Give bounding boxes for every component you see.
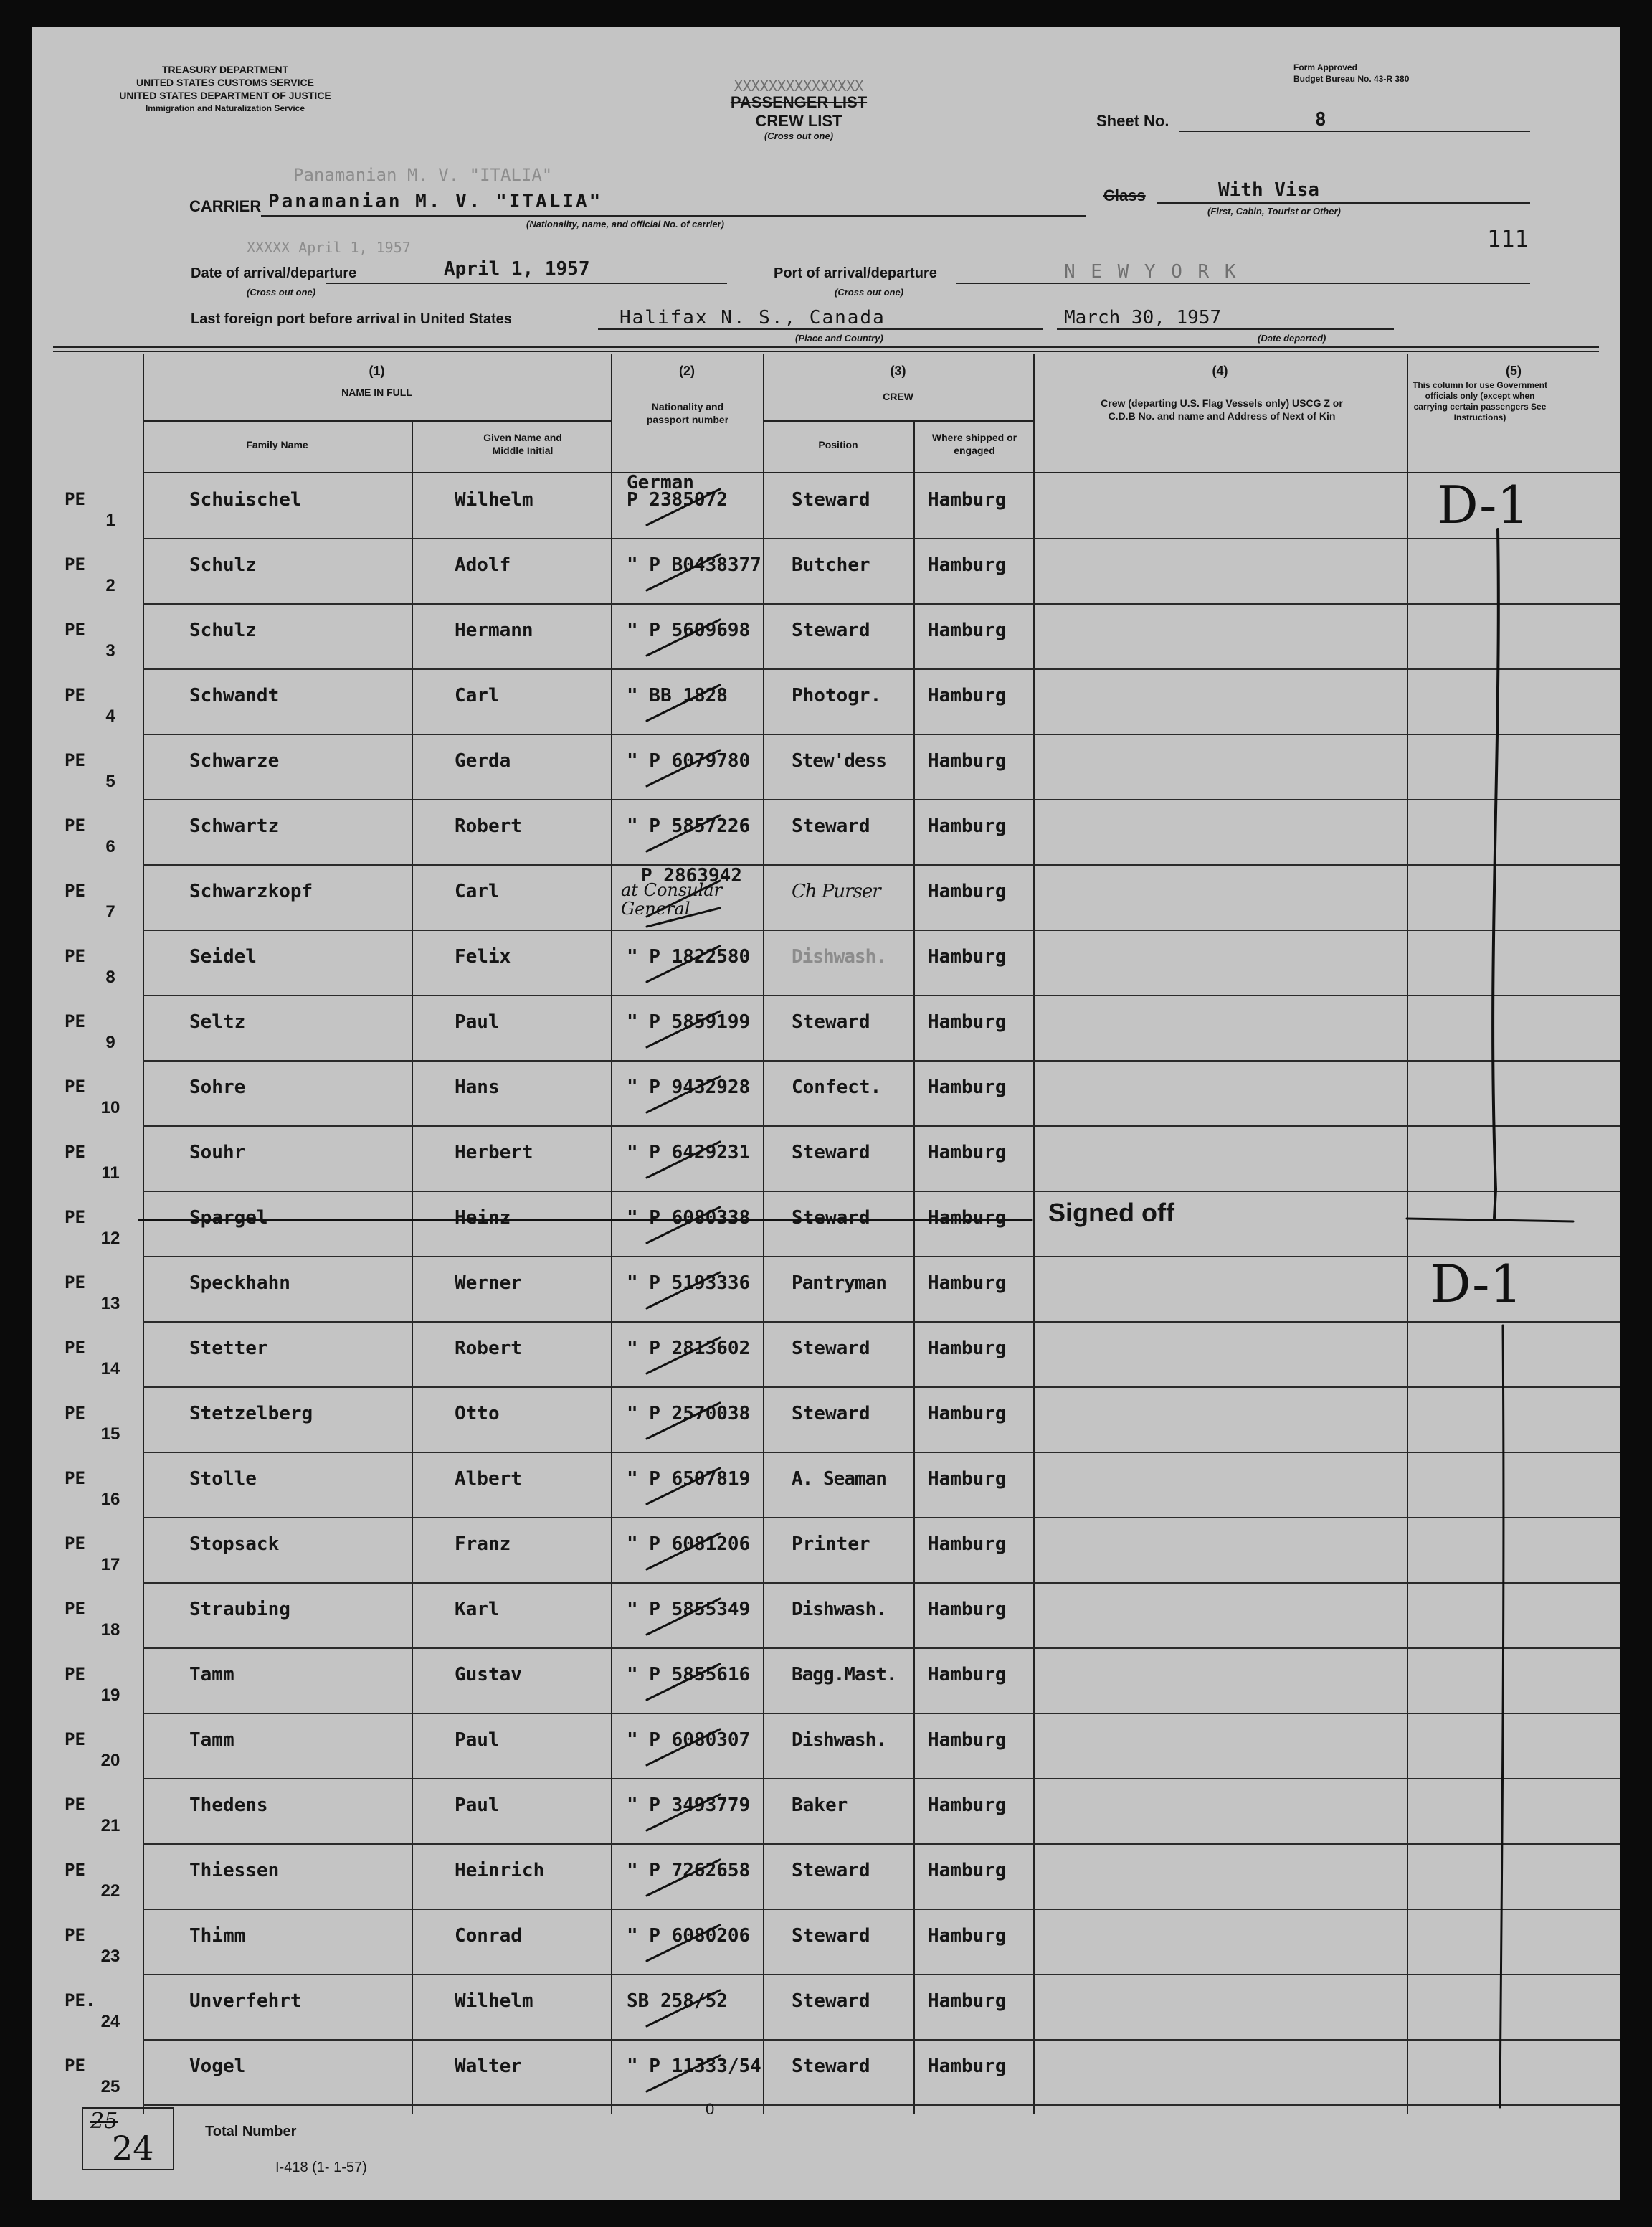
given-name-cell: Franz <box>455 1533 511 1555</box>
family-name-cell: Schuischel <box>189 489 302 511</box>
given-name-cell: Otto <box>455 1403 500 1424</box>
given-name-cell: Heinz <box>455 1207 511 1229</box>
row-prefix: PE <box>65 1599 85 1619</box>
passport-cell: " P 1822580 <box>627 946 751 968</box>
carrier-ghost: Panamanian M. V. "ITALIA" <box>293 165 553 185</box>
row-number: 4 <box>105 706 115 726</box>
passport-cell: " P 6081206 <box>627 1533 751 1555</box>
row-prefix: PE <box>65 1664 85 1684</box>
last-port-label: Last foreign port before arrival in United States <box>191 311 512 327</box>
family-name-cell: Straubing <box>189 1599 290 1620</box>
row-prefix: PE <box>65 1925 85 1945</box>
handwriting-layer <box>32 27 1620 2200</box>
passport-check-stroke <box>647 685 720 721</box>
position-cell: Stew'dess <box>792 750 886 772</box>
passport-cell: " BB 1828 <box>627 685 728 706</box>
family-name-cell: Thimm <box>189 1925 246 1947</box>
shipped-where-cell: Hamburg <box>928 1990 1007 2012</box>
family-name-cell: Schwartz <box>189 815 280 837</box>
family-header: Family Name <box>246 439 308 450</box>
position-cell: Dishwash. <box>792 1729 886 1751</box>
col1-number: (1) <box>369 364 385 378</box>
passport-cell: " P 5857226 <box>627 815 751 837</box>
row-prefix: PE <box>65 1338 85 1358</box>
family-name-cell: Stolle <box>189 1468 257 1490</box>
position-cell: Steward <box>792 1925 870 1947</box>
given-name-cell: Heinrich <box>455 1860 545 1881</box>
given-name-cell: Robert <box>455 1338 522 1359</box>
row-number: 14 <box>100 1359 120 1379</box>
row-prefix: PE <box>65 946 85 966</box>
family-name-cell: Seltz <box>189 1011 246 1033</box>
row-prefix: PE <box>65 685 85 705</box>
passport-cell: P 2863942 <box>641 865 742 886</box>
passport-check-stroke <box>647 1207 720 1243</box>
family-name-cell: Thiessen <box>189 1860 280 1881</box>
shipped-where-cell: Hamburg <box>928 620 1007 641</box>
family-name-cell: Schulz <box>189 554 257 576</box>
passport-cell: " P 11333/54 <box>627 2056 761 2077</box>
row-prefix: PE <box>65 1860 85 1880</box>
passport-cell: " P B0438377 <box>627 554 761 576</box>
given-name-cell: Paul <box>455 1011 500 1033</box>
family-name-cell: Thedens <box>189 1795 268 1816</box>
row-number: 7 <box>105 902 115 922</box>
family-name-cell: Sohre <box>189 1077 246 1098</box>
row-number: 17 <box>100 1555 120 1574</box>
carrier-value: Panamanian M. V. "ITALIA" <box>268 191 603 212</box>
passport-check-stroke <box>647 1142 720 1178</box>
gov-column-strike-line <box>1407 1219 1573 1221</box>
given-name-cell: Albert <box>455 1468 522 1490</box>
passport-check-stroke <box>647 1990 720 2026</box>
col3-number: (3) <box>890 364 906 378</box>
col4-number: (4) <box>1212 364 1228 378</box>
passport-check-stroke <box>647 1338 720 1373</box>
family-name-cell: Schwandt <box>189 685 280 706</box>
total-original: 25 <box>90 2109 118 2134</box>
position-cell: Dishwash. <box>792 1599 886 1620</box>
consular-note: at Consular General <box>621 880 723 919</box>
class-label: Class <box>1103 186 1146 204</box>
row-number: 18 <box>100 1620 120 1640</box>
family-name-cell: Tamm <box>189 1664 234 1685</box>
bracket-line-bottom <box>1500 1325 1504 2107</box>
passport-cell: " P 5855616 <box>627 1664 751 1685</box>
row-prefix: PE <box>65 1142 85 1162</box>
crew-list-title: CREW LIST <box>755 112 842 130</box>
row-number: 13 <box>100 1294 120 1313</box>
passport-cell: " P 9432928 <box>627 1077 751 1098</box>
title-x-strike: XXXXXXXXXXXXXXX <box>734 77 864 95</box>
shipped-where-cell: Hamburg <box>928 489 1007 511</box>
row-prefix: PE <box>65 2056 85 2076</box>
position-cell: Steward <box>792 1338 870 1359</box>
shipped-where-cell: Hamburg <box>928 554 1007 576</box>
family-name-cell: Schwarze <box>189 750 280 772</box>
shipped-where-cell: Hamburg <box>928 1533 1007 1555</box>
row-number: 20 <box>100 1751 120 1770</box>
arrival-ghost: XXXXX April 1, 1957 <box>247 239 411 256</box>
position-cell: A. Seaman <box>792 1468 886 1490</box>
position-cell: Steward <box>792 1860 870 1881</box>
position-cell: Bagg.Mast. <box>792 1664 897 1685</box>
col5-title: This column for use Government officials only (except when carrying certain passengers See Instructions) <box>1412 380 1548 422</box>
title-struck: PASSENGER LIST <box>730 93 868 111</box>
shipped-where-cell: Hamburg <box>928 1142 1007 1163</box>
passport-check-stroke <box>647 946 720 982</box>
given-name-cell: Robert <box>455 815 522 837</box>
signed-off-remark: Signed off <box>1048 1198 1174 1227</box>
passport-check-stroke <box>647 1729 720 1765</box>
family-name-cell: Stetzelberg <box>189 1403 313 1424</box>
nationality-note: German <box>627 472 694 493</box>
where-header: Where shipped or engaged <box>931 432 1017 456</box>
given-name-cell: Gustav <box>455 1664 522 1685</box>
shipped-where-cell: Hamburg <box>928 1207 1007 1229</box>
position-cell: Steward <box>792 1142 870 1163</box>
family-name-cell: Stetter <box>189 1338 268 1359</box>
title-note: (Cross out one) <box>764 131 834 141</box>
row-number: 5 <box>105 772 115 791</box>
last-port-caption: (Place and Country) <box>795 333 883 344</box>
passport-check-stroke <box>647 1533 720 1569</box>
col5-number: (5) <box>1506 364 1522 378</box>
row-prefix: PE <box>65 1272 85 1292</box>
shipped-where-cell: Hamburg <box>928 1272 1007 1294</box>
given-name-cell: Wilhelm <box>455 489 533 511</box>
port-caption: (Cross out one) <box>835 287 904 298</box>
crew-list-form <box>32 27 1620 2200</box>
shipped-where-cell: Hamburg <box>928 1403 1007 1424</box>
given-header: Given Name and Middle Initial <box>483 432 562 456</box>
shipped-where-cell: Hamburg <box>928 1338 1007 1359</box>
family-name-cell: Souhr <box>189 1142 246 1163</box>
position-cell: Photogr. <box>792 685 882 706</box>
passport-check-stroke <box>647 1468 720 1504</box>
passport-cell: " P 2813602 <box>627 1338 751 1359</box>
d1-mark-bottom: D-1 <box>1430 1254 1523 1314</box>
passport-cell: " P 7262658 <box>627 1860 751 1881</box>
position-cell: Steward <box>792 620 870 641</box>
given-name-cell: Gerda <box>455 750 511 772</box>
total-corrected: 24 <box>112 2129 154 2167</box>
agency-line-2: UNITED STATES CUSTOMS SERVICE <box>136 77 314 88</box>
family-name-cell: Stopsack <box>189 1533 280 1555</box>
given-name-cell: Conrad <box>455 1925 522 1947</box>
row-prefix: PE <box>65 620 85 640</box>
passport-check-stroke <box>647 489 720 525</box>
position-cell: Baker <box>792 1795 848 1816</box>
row-prefix: PE <box>65 815 85 836</box>
passport-check-stroke <box>647 1403 720 1439</box>
row-prefix: PE <box>65 1077 85 1097</box>
shipped-where-cell: Hamburg <box>928 881 1007 902</box>
given-name-cell: Werner <box>455 1272 522 1294</box>
given-name-cell: Wilhelm <box>455 1990 533 2012</box>
position-header: Position <box>818 439 858 450</box>
arrival-value: April 1, 1957 <box>444 258 590 280</box>
row-prefix: PE <box>65 489 85 509</box>
class-caption: (First, Cabin, Tourist or Other) <box>1207 206 1341 217</box>
sheet-number: 8 <box>1315 109 1326 131</box>
row-number: 16 <box>100 1490 120 1509</box>
row-number: 15 <box>100 1424 120 1444</box>
given-name-cell: Carl <box>455 685 500 706</box>
row-number: 21 <box>100 1816 120 1835</box>
shipped-where-cell: Hamburg <box>928 750 1007 772</box>
row-prefix: PE <box>65 1468 85 1488</box>
passport-check-stroke <box>647 554 720 590</box>
date-departed-value: March 30, 1957 <box>1064 307 1222 328</box>
shipped-where-cell: Hamburg <box>928 946 1007 968</box>
row-number: 11 <box>101 1163 120 1183</box>
position-cell: Steward <box>792 489 870 511</box>
row-prefix: PE <box>65 1403 85 1423</box>
row-prefix: PE <box>65 881 85 901</box>
position-cell: Steward <box>792 1207 870 1229</box>
passport-cell: " P 6429231 <box>627 1142 751 1163</box>
shipped-where-cell: Hamburg <box>928 1795 1007 1816</box>
passport-cell: " P 6080338 <box>627 1207 751 1229</box>
row-number: 2 <box>105 576 115 595</box>
passport-check-stroke <box>647 1011 720 1047</box>
form-approved-line-2: Budget Bureau No. 43-R 380 <box>1293 74 1410 84</box>
shipped-where-cell: Hamburg <box>928 1925 1007 1947</box>
position-cell: Steward <box>792 2056 870 2077</box>
row-number: 9 <box>105 1033 115 1052</box>
position-cell: Steward <box>792 815 870 837</box>
family-name-cell: Seidel <box>189 946 257 968</box>
arrival-label: Date of arrival/departure <box>191 265 357 281</box>
row-prefix: PE <box>65 1729 85 1749</box>
passport-cell: " P 5859199 <box>627 1011 751 1033</box>
shipped-where-cell: Hamburg <box>928 1468 1007 1490</box>
col3-title: CREW <box>883 391 913 402</box>
family-name-cell: Schwarzkopf <box>189 881 313 902</box>
class-value: With Visa <box>1218 179 1319 201</box>
passport-cell: " P 5609698 <box>627 620 751 641</box>
passport-check-stroke <box>647 1795 720 1830</box>
stamp-number: 111 <box>1487 225 1529 252</box>
row-number: 22 <box>100 1881 120 1901</box>
passport-check-stroke <box>647 815 720 851</box>
row-prefix: PE <box>65 1011 85 1031</box>
given-name-cell: Adolf <box>455 554 511 576</box>
passport-cell: " P 3493779 <box>627 1795 751 1816</box>
date-departed-caption: (Date departed) <box>1258 333 1326 344</box>
agency-line-3: UNITED STATES DEPARTMENT OF JUSTICE <box>119 90 331 101</box>
form-number: I-418 (1- 1-57) <box>275 2160 367 2175</box>
shipped-where-cell: Hamburg <box>928 1599 1007 1620</box>
passport-cell: " P 5193336 <box>627 1272 751 1294</box>
d1-mark-top: D-1 <box>1437 475 1530 535</box>
passport-cell: SB 258/52 <box>627 1990 728 2012</box>
position-cell: Dishwash. <box>792 946 886 968</box>
shipped-where-cell: Hamburg <box>928 1664 1007 1685</box>
shipped-where-cell: Hamburg <box>928 685 1007 706</box>
family-name-cell: Spargel <box>189 1207 268 1229</box>
passport-cell: " P 6080206 <box>627 1925 751 1947</box>
passport-check-stroke <box>647 1599 720 1635</box>
agency-line-4: Immigration and Naturalization Service <box>145 103 305 113</box>
family-name-cell: Speckhahn <box>189 1272 290 1294</box>
passport-cell: P 2385072 <box>627 489 728 511</box>
col2-number: (2) <box>679 364 695 378</box>
position-cell: Pantryman <box>792 1272 886 1294</box>
passport-check-stroke <box>647 1860 720 1896</box>
given-name-cell: Walter <box>455 2056 522 2077</box>
row-prefix: PE <box>65 1207 85 1227</box>
form-approved-line-1: Form Approved <box>1293 62 1357 72</box>
bracket-line-top <box>1493 529 1499 1218</box>
passport-cell: " P 6080307 <box>627 1729 751 1751</box>
passport-check-stroke <box>647 1077 720 1112</box>
arrival-caption: (Cross out one) <box>247 287 316 298</box>
col2-title: Nationality and passport number <box>646 401 729 425</box>
family-name-cell: Schulz <box>189 620 257 641</box>
row-number: 19 <box>100 1685 120 1705</box>
family-name-cell: Unverfehrt <box>189 1990 302 2012</box>
footer-zero: 0 <box>706 2100 715 2118</box>
row-prefix: PE. <box>65 1990 96 2010</box>
passport-check-stroke <box>647 1272 720 1308</box>
passport-cell: " P 5855349 <box>627 1599 751 1620</box>
row-number: 3 <box>105 641 115 661</box>
passport-check-stroke <box>647 750 720 786</box>
carrier-caption: (Nationality, name, and official No. of carrier) <box>526 219 724 230</box>
carrier-label: CARRIER <box>189 197 262 215</box>
row-prefix: PE <box>65 554 85 575</box>
shipped-where-cell: Hamburg <box>928 1729 1007 1751</box>
shipped-where-cell: Hamburg <box>928 2056 1007 2077</box>
col1-title: NAME IN FULL <box>341 387 412 398</box>
shipped-where-cell: Hamburg <box>928 815 1007 837</box>
position-cell: Steward <box>792 1990 870 2012</box>
row-prefix: PE <box>65 750 85 770</box>
position-cell: Printer <box>792 1533 870 1555</box>
position-cell: Confect. <box>792 1077 882 1098</box>
position-cell: Steward <box>792 1011 870 1033</box>
family-name-cell: Vogel <box>189 2056 246 2077</box>
row-prefix: PE <box>65 1533 85 1554</box>
given-name-cell: Paul <box>455 1729 500 1751</box>
row-number: 8 <box>105 968 115 987</box>
shipped-where-cell: Hamburg <box>928 1860 1007 1881</box>
row-number: 1 <box>105 511 115 530</box>
total-label: Total Number <box>205 2124 297 2139</box>
passport-cell: " P 6507819 <box>627 1468 751 1490</box>
passport-check-stroke <box>647 620 720 656</box>
passport-check-stroke <box>647 1925 720 1961</box>
given-name-cell: Herbert <box>455 1142 533 1163</box>
given-name-cell: Hans <box>455 1077 500 1098</box>
position-cell: Ch Purser <box>792 881 880 902</box>
position-cell: Butcher <box>792 554 870 576</box>
row-number: 24 <box>100 2012 120 2031</box>
given-name-cell: Hermann <box>455 620 533 641</box>
family-name-cell: Tamm <box>189 1729 234 1751</box>
given-name-cell: Felix <box>455 946 511 968</box>
row-number: 25 <box>100 2077 120 2096</box>
shipped-where-cell: Hamburg <box>928 1011 1007 1033</box>
passport-check-stroke <box>647 2056 720 2091</box>
sheet-label: Sheet No. <box>1096 112 1169 130</box>
col4-title: Crew (departing U.S. Flag Vessels only) USCG Z or C.D.B No. and name and Address of Next of Kin <box>1101 397 1343 422</box>
last-port-value: Halifax N. S., Canada <box>620 307 886 328</box>
row-number: 6 <box>105 837 115 856</box>
port-value: N E W Y O R K <box>1064 261 1238 283</box>
row-number: 12 <box>100 1229 120 1248</box>
given-name-cell: Paul <box>455 1795 500 1816</box>
agency-line-1: TREASURY DEPARTMENT <box>161 64 289 75</box>
row-number: 23 <box>100 1947 120 1966</box>
passport-cell: " P 6079780 <box>627 750 751 772</box>
passport-cell: " P 2570038 <box>627 1403 751 1424</box>
given-name-cell: Carl <box>455 881 500 902</box>
port-label: Port of arrival/departure <box>774 265 937 281</box>
passport-check-stroke <box>647 1664 720 1700</box>
row-number: 10 <box>100 1098 120 1117</box>
row-prefix: PE <box>65 1795 85 1815</box>
given-name-cell: Karl <box>455 1599 500 1620</box>
shipped-where-cell: Hamburg <box>928 1077 1007 1098</box>
position-cell: Steward <box>792 1403 870 1424</box>
